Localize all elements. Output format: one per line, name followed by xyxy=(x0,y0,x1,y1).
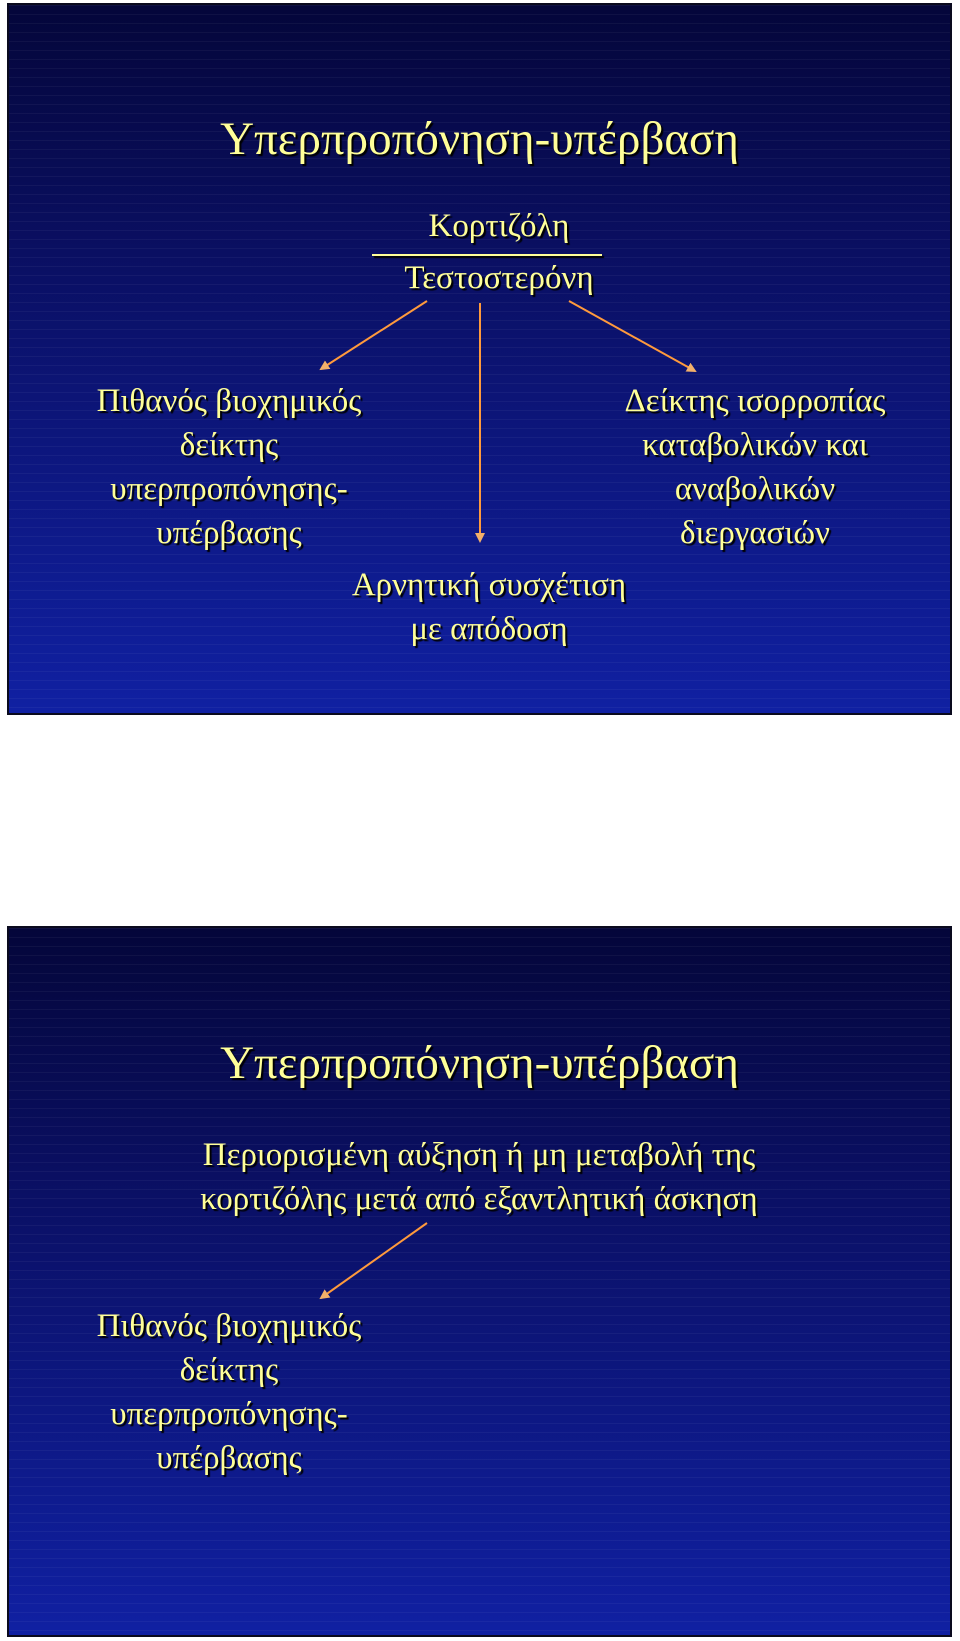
arrow-to-biochemical-marker xyxy=(321,1223,427,1298)
slide-2 xyxy=(7,926,952,1637)
arrow-to-left-indicator xyxy=(321,301,427,369)
ratio-denominator: Τεστοστερόνη xyxy=(404,260,594,296)
slide-1 xyxy=(7,3,952,715)
biochemical-marker-label: Πιθανός βιοχημικός δείκτης υπερπροπόνησης- υπέρβασης xyxy=(96,383,362,551)
ratio-numerator: Κορτιζόλη xyxy=(428,208,570,244)
cortisol-statement: Περιορισμένη αύξηση ή μη μεταβολή της κορτιζόλης μετά από εξαντλητική άσκηση xyxy=(200,1137,758,1217)
arrow-to-balance-indicator xyxy=(569,301,695,371)
slide-2-title: Υπερπροπόνηση-υπέρβαση xyxy=(220,1037,739,1089)
negative-correlation-label: Αρνητική συσχέτιση με απόδοση xyxy=(351,567,627,647)
slide-1-title: Υπερπροπόνηση-υπέρβαση xyxy=(220,113,739,165)
slide-2-arrows xyxy=(9,928,952,1637)
balance-indicator-label: Δείκτης ισορροπίας καταβολικών και αναβολικών διεργασιών xyxy=(624,383,886,551)
biochemical-marker-label-2: Πιθανός βιοχημικός δείκτης υπερπροπόνησης- υπέρβασης xyxy=(96,1308,362,1476)
